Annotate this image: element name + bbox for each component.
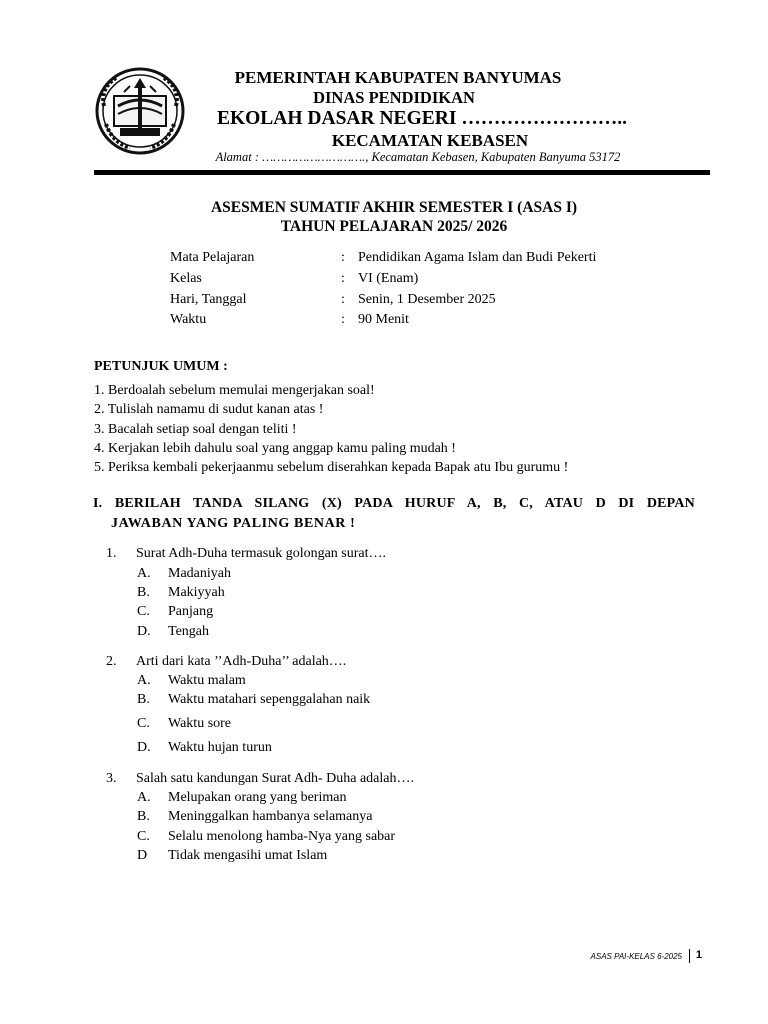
page-number: 1: [695, 949, 702, 961]
question-text: Surat Adh-Duha termasuk golongan surat….: [136, 546, 387, 561]
page-footer: [560, 949, 720, 965]
option-letter: A.: [137, 566, 151, 581]
exam-title: ASESMEN SUMATIF AKHIR SEMESTER I (ASAS I): [210, 199, 578, 216]
header-district: KECAMATAN KEBASEN: [331, 131, 529, 150]
option-text: Tidak mengasihi umat Islam: [168, 848, 328, 863]
option-text: Meninggalkan hambanya selamanya: [168, 809, 373, 824]
option-text: Selalu menolong hamba-Nya yang sabar: [168, 829, 396, 844]
option-letter: C.: [137, 829, 150, 844]
instruction-item: 4. Kerjakan lebih dahulu soal yang anggap kamu paling mudah !: [94, 441, 456, 456]
info-value: Pendidikan Agama Islam dan Budi Pekerti: [358, 250, 597, 265]
info-label: Mata Pelajaran: [170, 250, 255, 265]
info-value: VI (Enam): [358, 271, 419, 286]
info-colon: :: [341, 271, 345, 286]
part-one-heading-continued: JAWABAN YANG PALING BENAR !: [111, 516, 356, 531]
info-label: Hari, Tanggal: [170, 292, 247, 307]
header-department: DINAS PENDIDIKAN: [313, 88, 475, 107]
instruction-item: 1. Berdoalah sebelum memulai mengerjakan soal!: [94, 383, 375, 398]
question-text: Salah satu kandungan Surat Adh- Duha adalah….: [136, 771, 414, 786]
option-letter: B.: [137, 692, 150, 707]
option-letter: B.: [137, 809, 150, 824]
info-label: Waktu: [170, 312, 207, 327]
question-number: 2.: [106, 654, 117, 669]
option-letter: A.: [137, 790, 151, 805]
option-text: Tengah: [168, 624, 210, 639]
info-colon: :: [341, 250, 345, 265]
option-text: Waktu malam: [168, 673, 246, 688]
exam-year: TAHUN PELAJARAN 2025/ 2026: [280, 218, 508, 235]
option-text: Waktu hujan turun: [168, 740, 272, 755]
question-text: Arti dari kata ’’Adh-Duha’’ adalah….: [136, 654, 347, 669]
option-letter: C.: [137, 716, 150, 731]
option-letter: C.: [137, 604, 150, 619]
info-colon: :: [341, 292, 345, 307]
question-number: 3.: [106, 771, 117, 786]
part-one-heading: I. BERILAH TANDA SILANG (X) PADA HURUF A, B, C, ATAU D DI DEPAN: [93, 496, 695, 511]
letterhead-divider: [94, 170, 710, 175]
header-government: PEMERINTAH KABUPATEN BANYUMAS: [234, 68, 562, 87]
header-school-name: EKOLAH DASAR NEGERI ……………………..: [216, 108, 628, 129]
option-text: Panjang: [168, 604, 214, 619]
option-text: Madaniyah: [168, 566, 231, 581]
option-text: Waktu sore: [168, 716, 232, 731]
info-value: 90 Menit: [358, 312, 409, 327]
info-colon: :: [341, 312, 345, 327]
info-value: Senin, 1 Desember 2025: [358, 292, 496, 307]
footer-text: ASAS PAI-KELAS 6-2025: [590, 952, 682, 961]
instruction-item: 5. Periksa kembali pekerjaanmu sebelum diserahkan kepada Bapak atu Ibu gurumu !: [94, 460, 569, 475]
question-number: 1.: [106, 546, 117, 561]
option-text: Melupakan orang yang beriman: [168, 790, 347, 805]
option-text: Waktu matahari sepenggalahan naik: [168, 692, 371, 707]
option-letter: D.: [137, 740, 151, 755]
option-text: Makiyyah: [168, 585, 225, 600]
header-address: Alamat : ………………………., Kecamatan Kebasen, Kabupaten Banyuma 53172: [215, 150, 621, 164]
footer-divider: [689, 949, 690, 963]
instruction-item: 2. Tulislah namamu di sudut kanan atas !: [94, 402, 324, 417]
info-label: Kelas: [170, 271, 202, 286]
option-letter: D: [137, 848, 148, 863]
option-letter: A.: [137, 673, 151, 688]
instructions-title: PETUNJUK UMUM :: [94, 359, 228, 374]
instruction-item: 3. Bacalah setiap soal dengan teliti !: [94, 422, 297, 437]
option-letter: B.: [137, 585, 150, 600]
option-letter: D.: [137, 624, 151, 639]
